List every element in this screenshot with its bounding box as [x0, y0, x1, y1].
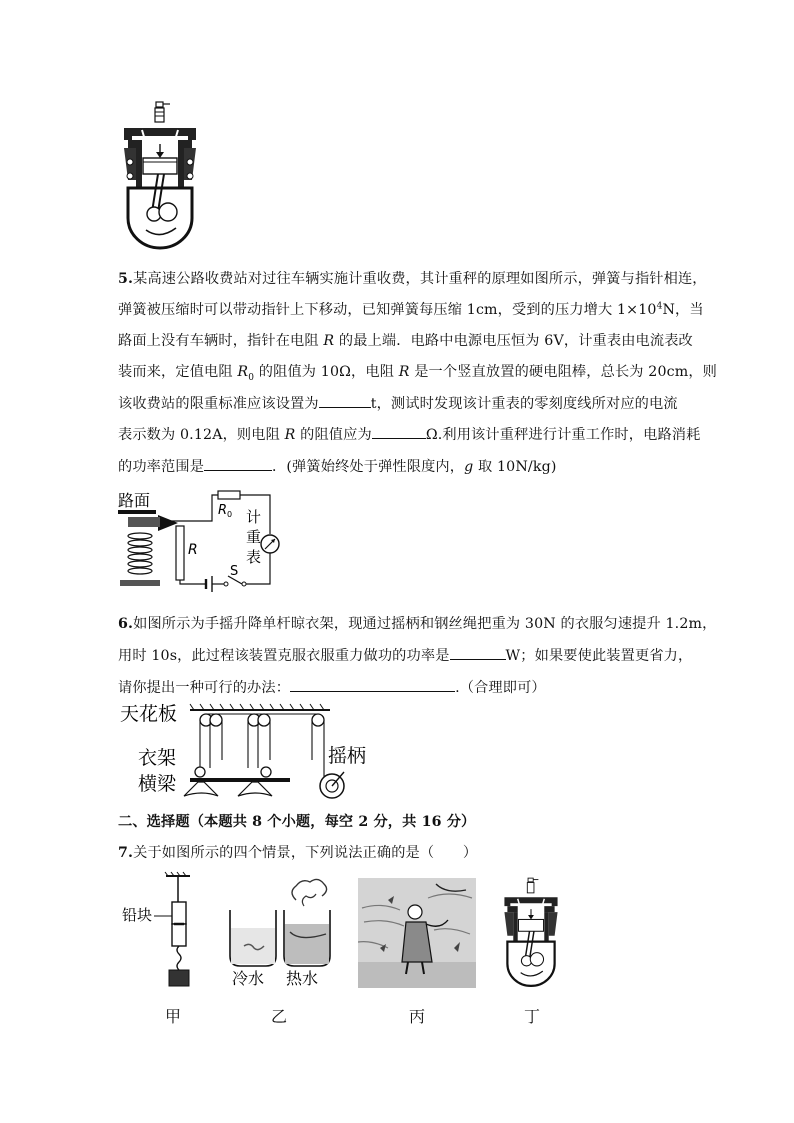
q5-text-7a: 的功率范围是 [118, 459, 205, 475]
road-label: 路面 [118, 491, 151, 510]
q5-line-1 [118, 268, 707, 288]
q5-text-5b: t，测试时发现该计重表的零刻度线所对应的电流 [370, 396, 678, 412]
q5-line-4 [118, 361, 717, 383]
q5-symbol-g: g [464, 459, 474, 475]
ceiling-label: 天花板 [120, 703, 178, 725]
q6-text-1: 如图所示为手摇升降单杆晾衣架，现通过摇柄和钢丝绳把重为 30N 的衣服匀速提升 1.2m， [133, 616, 717, 632]
q6-text-2a: 用时 10s，此过程该装置克服衣服重力做功的功率是 [118, 648, 450, 664]
q5-text-5a: 该收费站的限重标准应该设置为 [118, 396, 319, 412]
q5-symbol-R2: R [398, 364, 410, 380]
q7-line-1 [118, 842, 477, 862]
q5-line-5 [118, 393, 678, 413]
windy-scene-figure [358, 878, 476, 988]
label-yi: 乙 [271, 1007, 288, 1026]
q6-blank-1[interactable] [450, 646, 506, 660]
q5-blank-3[interactable] [204, 457, 272, 471]
label-jia: 甲 [165, 1007, 182, 1026]
q5-line-2 [118, 299, 704, 319]
meter-label-2: 重 [246, 528, 262, 546]
q5-blank-2[interactable] [372, 425, 426, 439]
label-bing: 丙 [409, 1007, 426, 1026]
meter-label-3: 表 [246, 548, 262, 566]
lead-blocks-figure [118, 870, 208, 995]
meter-label-1: 计 [246, 508, 262, 526]
q5-text-2a: 弹簧被压缩时可以带动指针上下移动，已知弹簧每压缩 1cm，受到的压力增大 1×10 [118, 302, 657, 318]
q5-text-2b: N，当 [662, 302, 704, 318]
rack-label-1: 衣架 [138, 747, 177, 769]
q5-symbol-R: R [323, 333, 335, 349]
resistor-R0 [218, 491, 240, 499]
resistor-R0-label: R [218, 503, 228, 518]
q5-symbol-R0: R [237, 364, 249, 380]
q6-text-3a: 请你提出一种可行的办法： [118, 680, 291, 696]
label-ding: 丁 [524, 1007, 541, 1026]
q6-blank-2[interactable] [290, 678, 455, 692]
q5-text-6a: 表示数为 0.12A，则电阻 [118, 427, 285, 443]
q5-number: 5. [118, 271, 134, 287]
q5-text-7c: 取 10N/kg) [473, 459, 557, 475]
q5-line-6 [118, 424, 700, 444]
q5-symbol-R3: R [284, 427, 296, 443]
resistor-R [176, 526, 184, 580]
q5-text-4b: 的阻值为 10Ω，电阻 [254, 364, 399, 380]
q5-text-4c: 是一个竖直放置的硬电阻棒，总长为 20cm，则 [409, 364, 718, 380]
drying-rack-figure [118, 700, 378, 808]
q5-exponent: 4 [656, 301, 663, 312]
q6-text-3b: .（合理即可） [455, 680, 546, 696]
q6-line-1 [118, 613, 716, 633]
q5-line-7 [118, 456, 557, 476]
weighing-circuit-figure [118, 488, 288, 594]
section-2-title: 二、选择题（本题共 8 个小题，每空 2 分，共 16 分） [118, 814, 476, 830]
q6-line-3 [118, 677, 546, 697]
spring-coil [128, 533, 152, 574]
q6-line-2 [118, 645, 692, 665]
cold-water-label: 冷水 [232, 969, 265, 988]
engine-small-figure [500, 876, 562, 988]
handle-label: 摇柄 [328, 745, 367, 767]
rack-beam [190, 778, 290, 782]
beakers-figure [224, 870, 344, 990]
q5-text-7b: ．(弹簧始终处于弹性限度内， [272, 459, 465, 475]
rack-label-2: 横梁 [138, 773, 177, 795]
q5-text-6b: 的阻值应为 [295, 427, 372, 443]
q7-number: 7. [118, 845, 134, 861]
q6-text-2b: W；如果要使此装置更省力， [505, 648, 693, 664]
q5-text-6c: Ω.利用该计重秤进行计重工作时，电路消耗 [425, 427, 701, 443]
resistor-R0-sub: 0 [227, 510, 233, 519]
top-pulleys [200, 714, 324, 726]
lead-label: 铅块 [122, 906, 153, 924]
q6-number: 6. [118, 616, 134, 632]
q5-blank-1[interactable] [319, 394, 371, 408]
q5-line-3 [118, 330, 693, 350]
q5-text-4a: 装而来，定值电阻 [118, 364, 238, 380]
hot-water-label: 热水 [286, 969, 319, 988]
q5-symbol-R0-sub: 0 [248, 372, 255, 383]
switch-label: S [230, 564, 239, 579]
engine-cylinder-figure [118, 100, 202, 250]
q5-text-3b: 的最上端．电路中电源电压恒为 6V，计重表由电流表改 [334, 333, 693, 349]
q5-text-1: 某高速公路收费站对过往车辆实施计重收费，其计重秤的原理如图所示，弹簧与指针相连， [133, 271, 707, 287]
q5-text-3a: 路面上没有车辆时，指针在电阻 [118, 333, 324, 349]
resistor-R-label: R [188, 542, 198, 558]
q7-text: 关于如图所示的四个情景，下列说法正确的是（ ） [133, 845, 478, 861]
